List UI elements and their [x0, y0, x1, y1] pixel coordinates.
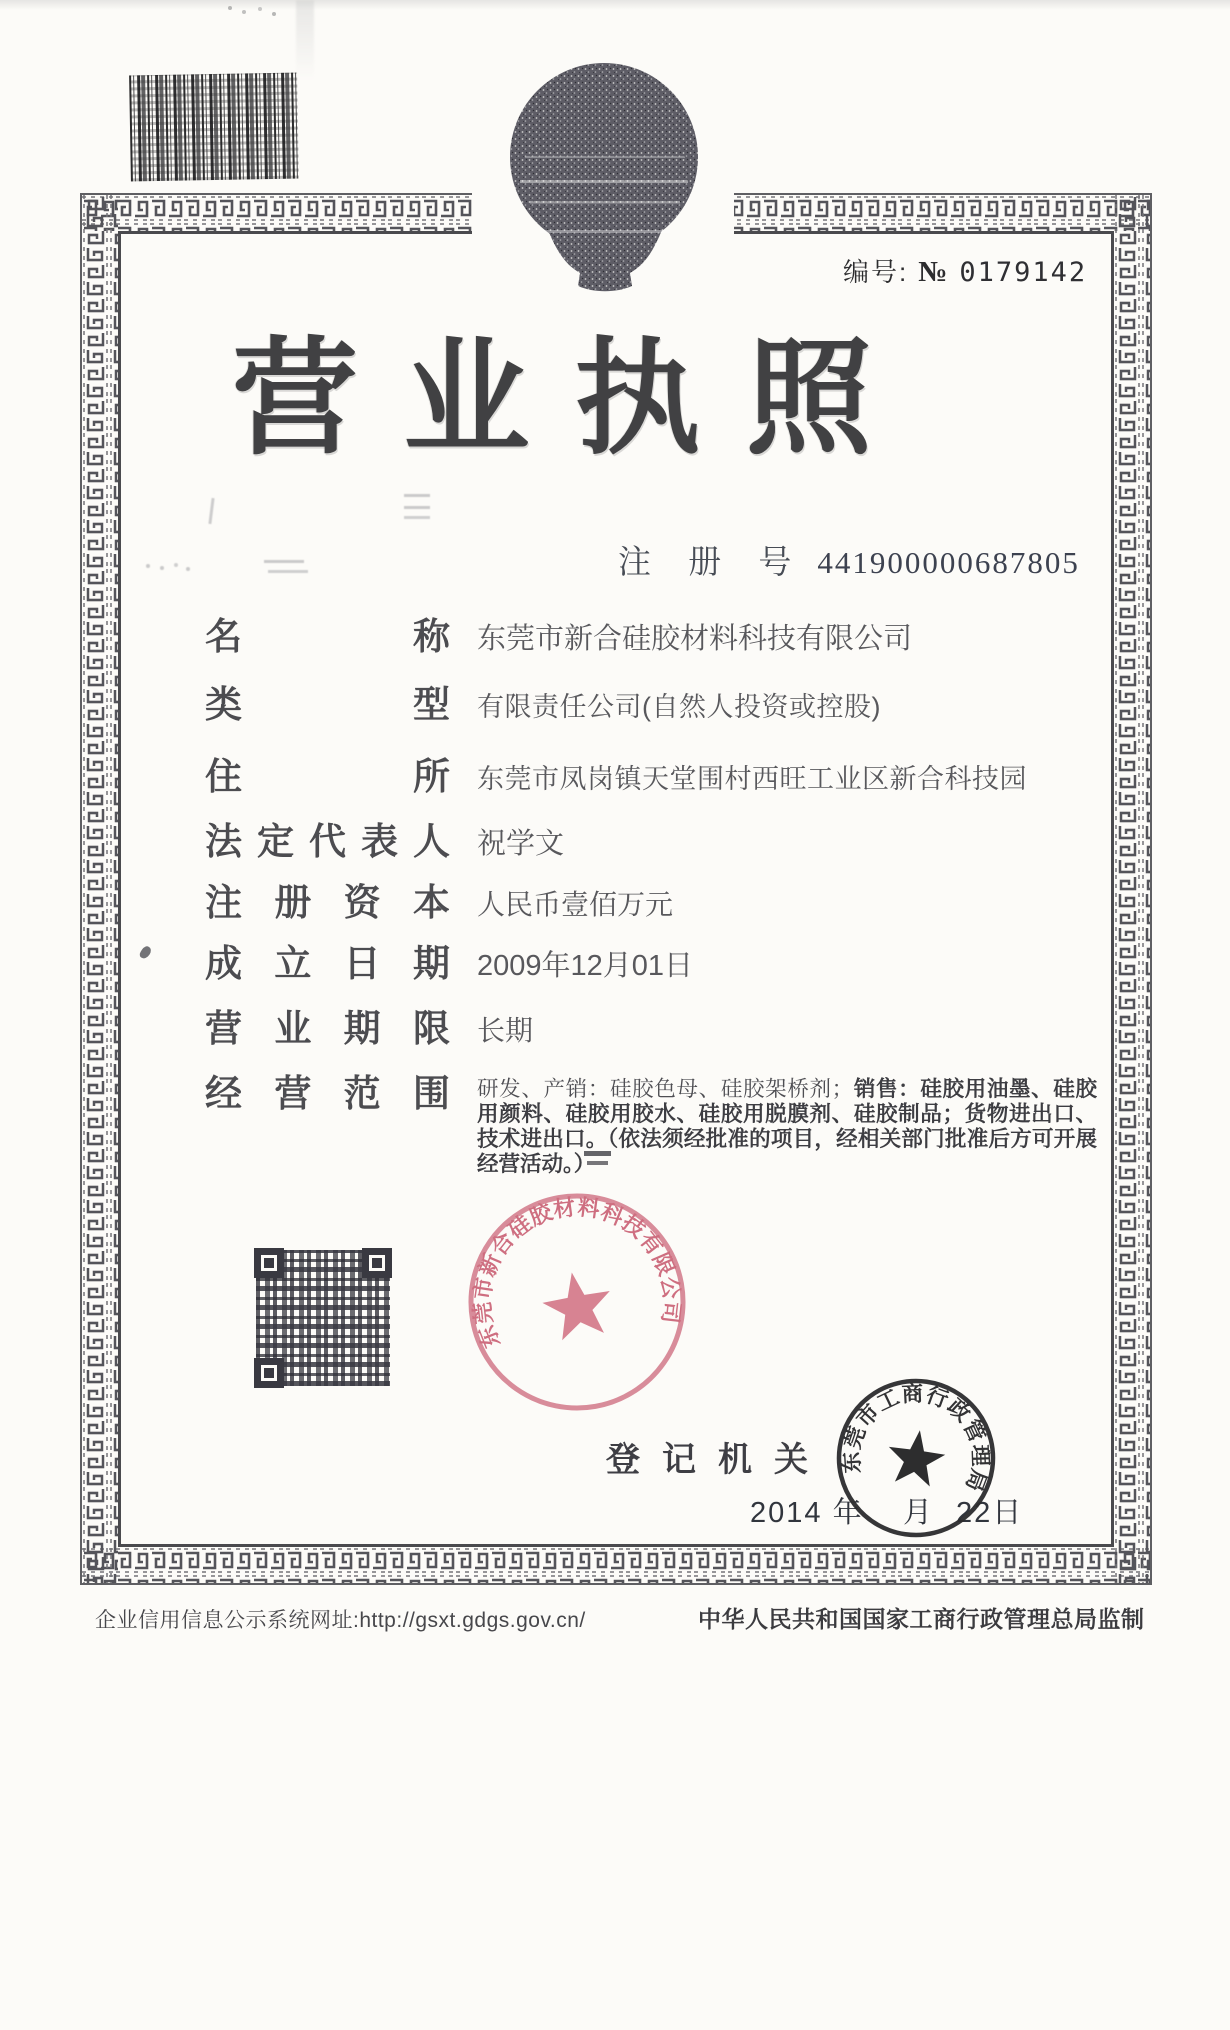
- authority-stamp: [826, 1372, 1006, 1544]
- scan-artifact: [228, 6, 232, 10]
- field-value: 祝学文: [477, 828, 565, 860]
- field-row-business-scope: [205, 1073, 1097, 1176]
- field-row-legal-representative: [205, 821, 565, 863]
- issue-date-year: 2014 年: [750, 1497, 864, 1529]
- field-value: 长期: [477, 1015, 534, 1046]
- field-row-establish-date: [205, 943, 694, 985]
- field-row-registered-capital: [205, 882, 674, 924]
- company-seal: [452, 1180, 702, 1430]
- registration-number-row: [618, 536, 1080, 583]
- field-row-address: [205, 756, 1027, 798]
- registration-number-value: 441900000687805: [817, 545, 1080, 580]
- license-title: 营 业 执 照: [232, 328, 872, 469]
- field-value: 有限责任公司(自然人投资或控股): [477, 692, 881, 722]
- scope-text-bold: 销售：硅胶用油墨、硅胶用颜料、硅胶用胶水、硅胶用脱膜剂、硅胶制品；货物进出口、技术进出口。（依法须经批准的项目，经相关部门批准后方可开展经营活动。）: [477, 1077, 1097, 1176]
- field-row-business-term: [205, 1008, 534, 1050]
- qr-finder-icon: [254, 1358, 284, 1388]
- issue-date-month: 月: [903, 1497, 935, 1529]
- star-icon: [538, 1267, 617, 1343]
- issue-date-day: 22日: [956, 1497, 1024, 1529]
- field-value: 2009年12月01日: [477, 950, 694, 982]
- field-label: 注 册 资 本: [205, 882, 450, 923]
- field-row-name: [205, 616, 913, 658]
- company-seal-text: 东莞市新合硅胶材料科技有限公司: [469, 1194, 685, 1352]
- frame-band-bottom: [82, 1547, 1150, 1583]
- field-value: 东莞市新合硅胶材料科技有限公司: [477, 623, 913, 655]
- frame-band-left: [82, 195, 118, 1583]
- field-label: 营 业 期 限: [205, 1008, 450, 1049]
- registrar-label: 登记机关: [606, 1441, 830, 1479]
- national-emblem-icon: [500, 60, 708, 292]
- field-label: 名 称: [205, 616, 450, 657]
- star-icon: [884, 1426, 948, 1488]
- serial-label: 编号:: [843, 257, 909, 287]
- field-label: 类 型: [205, 684, 450, 725]
- field-row-type: [205, 684, 881, 726]
- qr-finder-icon: [254, 1248, 284, 1278]
- registration-number-label: 注 册 号: [618, 543, 806, 580]
- qr-finder-icon: [362, 1248, 392, 1278]
- field-value: [477, 1077, 1097, 1177]
- authority-stamp-text: 东莞市工商行政管理局: [839, 1381, 993, 1496]
- footer-issuing-authority: 中华人民共和国国家工商行政管理总局监制: [698, 1606, 1145, 1632]
- field-label: 住 所: [205, 756, 450, 797]
- scan-artifact: [0, 0, 1230, 10]
- scope-text-normal: 研发、产销：硅胶色母、硅胶架桥剂；: [477, 1077, 854, 1101]
- field-label: 成 立 日 期: [205, 943, 450, 984]
- serial-number: 0179142: [959, 257, 1088, 288]
- footer-public-system-url: 企业信用信息公示系统网址:http://gsxt.gdgs.gov.cn/: [95, 1609, 586, 1632]
- serial-number-row: [843, 252, 1087, 289]
- field-label: 经 营 范 围: [205, 1073, 450, 1114]
- svg-text:东莞市新合硅胶材料科技有限公司: [452, 1180, 689, 1361]
- qr-code: [256, 1250, 390, 1386]
- field-value: 东莞市凤岗镇天堂围村西旺工业区新合科技园: [477, 764, 1027, 794]
- scan-artifact: [296, 0, 314, 80]
- numero-sign: №: [918, 256, 950, 288]
- field-value: 人民币壹佰万元: [477, 889, 674, 920]
- field-label: 法 定 代 表 人: [205, 821, 450, 862]
- frame-band-right: [1114, 195, 1150, 1583]
- barcode: [129, 73, 299, 182]
